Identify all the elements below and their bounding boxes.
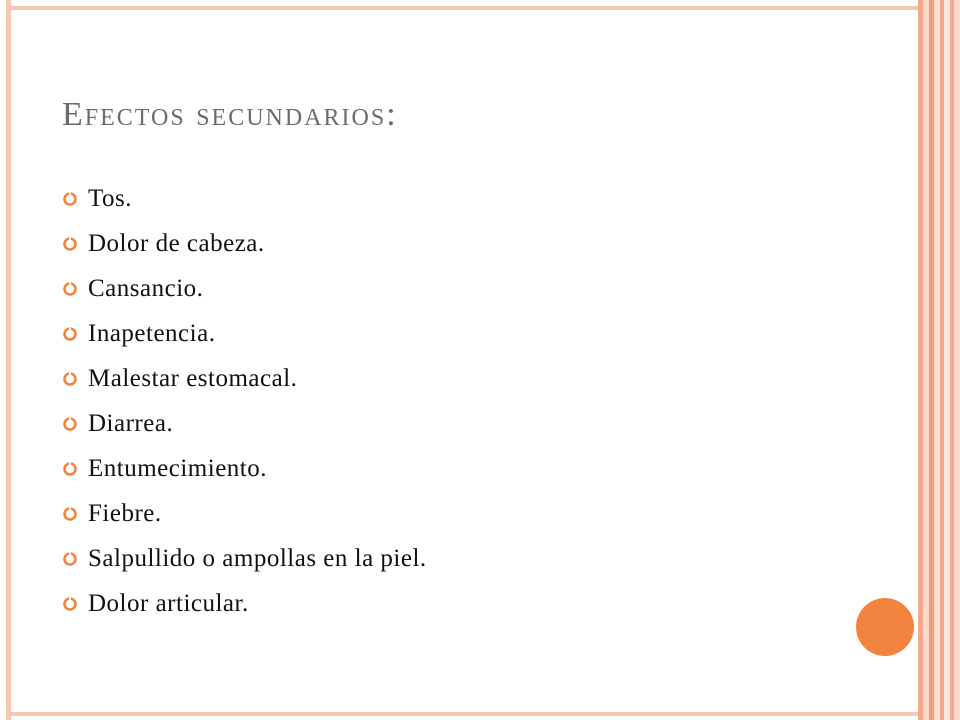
list-item — [62, 221, 427, 266]
bullet-list — [62, 176, 427, 626]
list-item-text: Malestar estomacal. — [88, 364, 298, 392]
list-item — [62, 491, 427, 536]
list-item — [62, 356, 427, 401]
ring-bullet-icon — [62, 416, 78, 432]
ring-bullet-icon — [62, 506, 78, 522]
list-item-text: Fiebre. — [88, 499, 162, 527]
list-item-text: Dolor de cabeza. — [88, 229, 265, 257]
ring-bullet-icon — [62, 461, 78, 477]
list-item-text: Dolor articular. — [88, 589, 249, 617]
list-item — [62, 266, 427, 311]
list-item-text: Salpullido o ampollas en la piel. — [88, 544, 427, 572]
ring-bullet-icon — [62, 281, 78, 297]
ring-bullet-icon — [62, 236, 78, 252]
list-item — [62, 176, 427, 221]
ring-bullet-icon — [62, 326, 78, 342]
list-item — [62, 446, 427, 491]
list-item-text: Diarrea. — [88, 409, 174, 437]
list-item-text: Tos. — [88, 184, 133, 212]
list-item — [62, 536, 427, 581]
orange-circle-icon — [856, 598, 914, 656]
frame-bottom-border — [6, 712, 918, 716]
ring-bullet-icon — [62, 371, 78, 387]
slide-title: Efectos secundarios: — [62, 96, 398, 133]
list-item-text: Cansancio. — [88, 274, 204, 302]
ring-bullet-icon — [62, 191, 78, 207]
decor-stripe — [954, 0, 960, 720]
ring-bullet-icon — [62, 596, 78, 612]
list-item-text: Entumecimiento. — [88, 454, 267, 482]
ring-bullet-icon — [62, 551, 78, 567]
list-item — [62, 581, 427, 626]
list-item — [62, 311, 427, 356]
list-item — [62, 401, 427, 446]
list-item-text: Inapetencia. — [88, 319, 216, 347]
frame-top-border — [6, 6, 918, 10]
frame-left-border — [6, 0, 11, 720]
